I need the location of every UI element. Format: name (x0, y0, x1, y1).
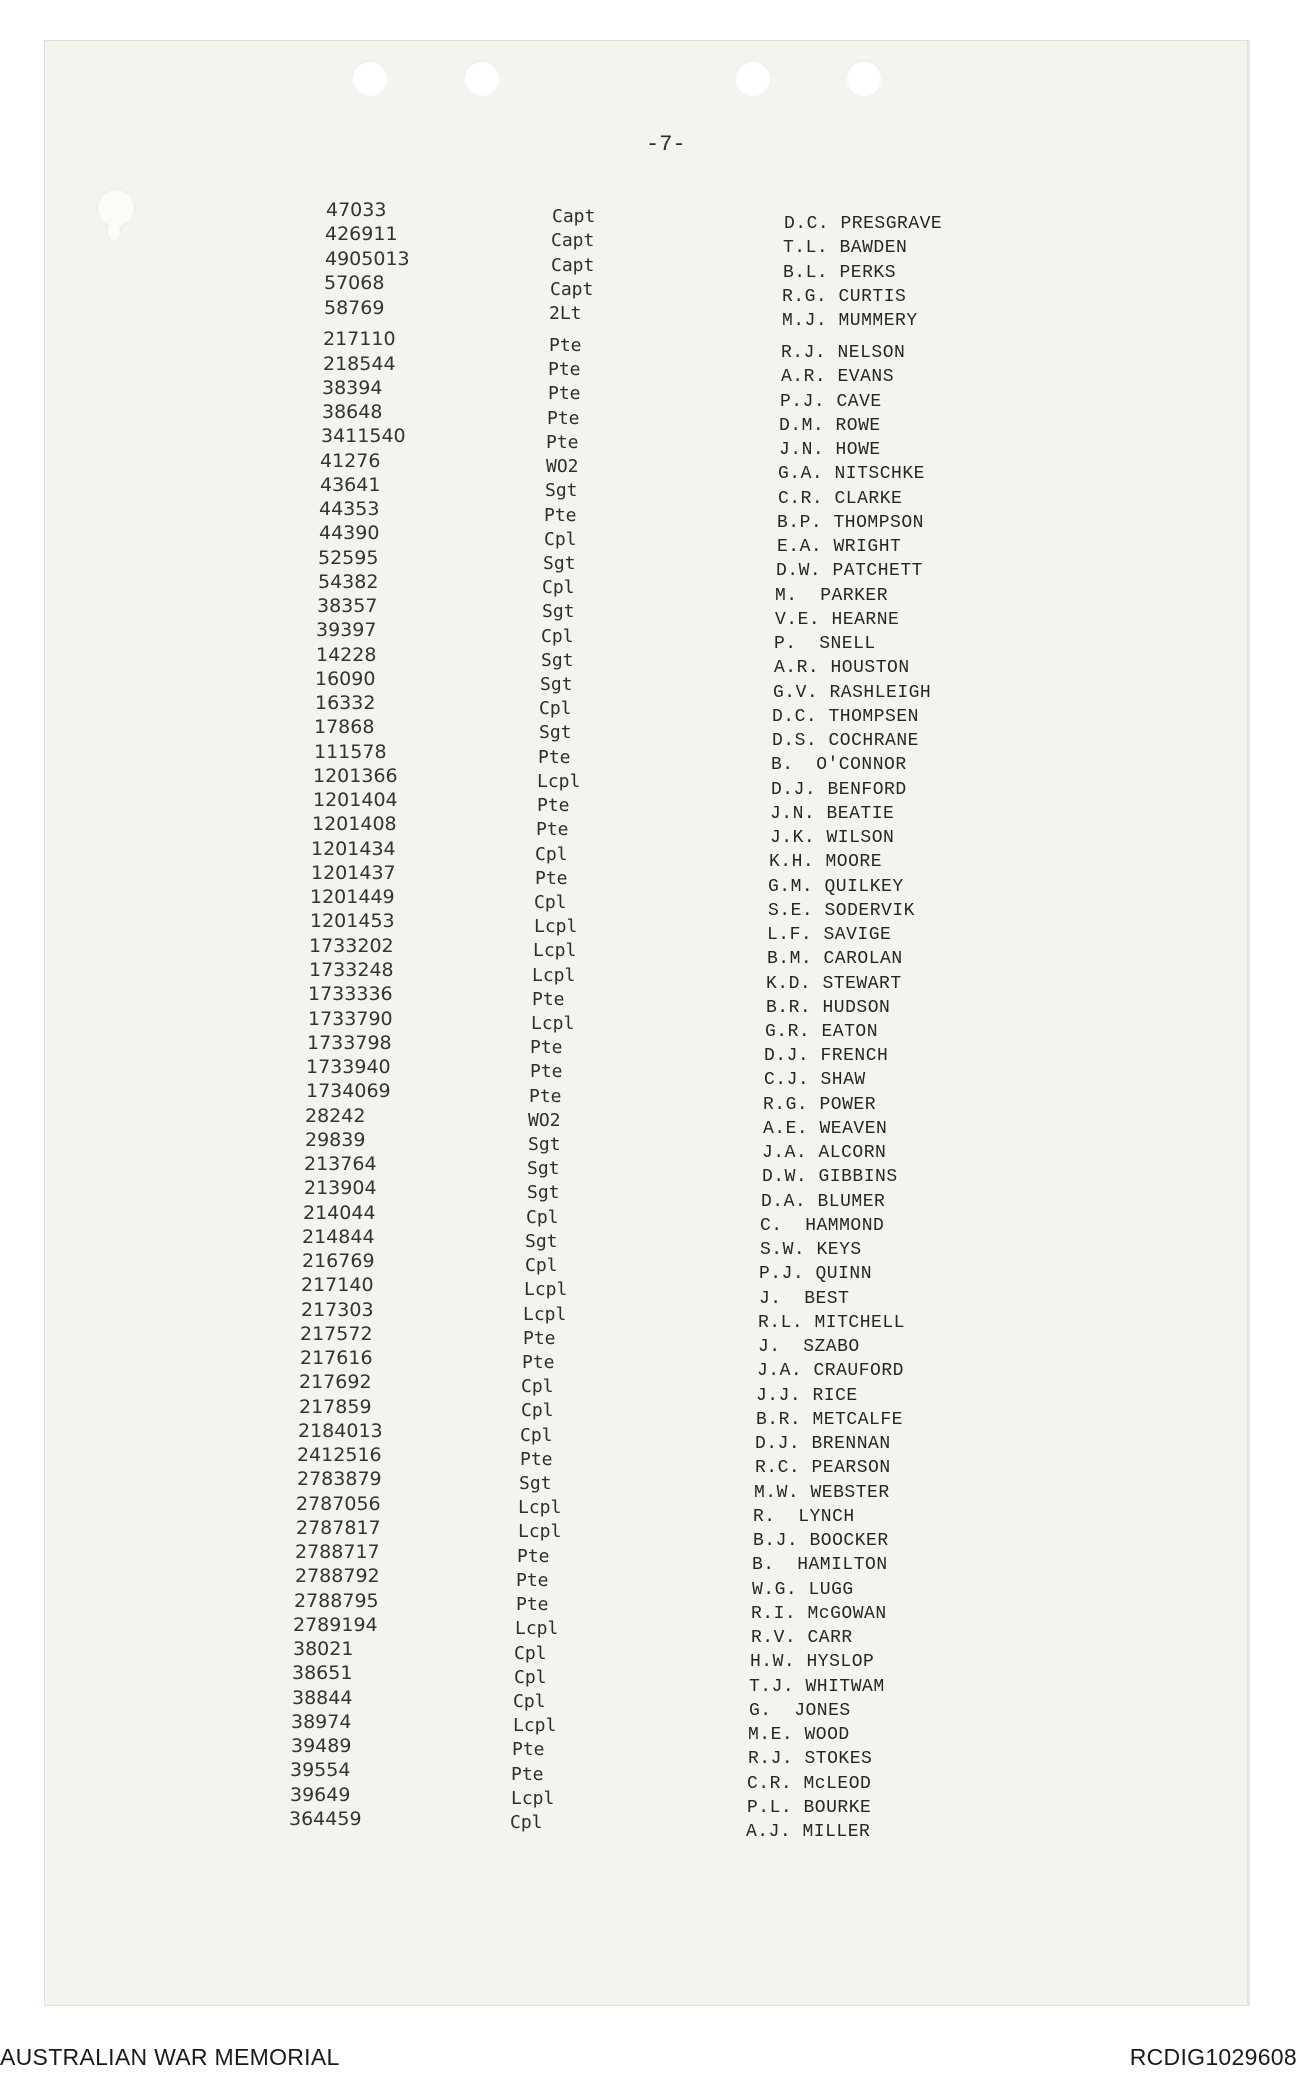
personnel-name: M.W. WEBSTER (754, 1483, 890, 1503)
personnel-rank: Pte (537, 795, 570, 816)
personnel-rank: Pte (536, 819, 569, 840)
personnel-number: 38357 (317, 595, 378, 617)
personnel-rank: Pte (511, 1764, 544, 1785)
personnel-number: 43641 (320, 474, 381, 496)
personnel-rank: WO2 (528, 1110, 561, 1131)
personnel-rank: Lcpl (534, 916, 578, 937)
personnel-name: V.E. HEARNE (775, 610, 900, 630)
personnel-name: J. SZABO (758, 1337, 860, 1357)
personnel-rank: Lcpl (531, 1013, 575, 1034)
personnel-name: G.A. NITSCHKE (778, 464, 925, 484)
personnel-name: R.J. STOKES (748, 1749, 873, 1769)
personnel-number: 2787817 (296, 1517, 381, 1539)
personnel-rank: Pte (546, 432, 579, 453)
personnel-rank: Capt (551, 255, 595, 276)
personnel-rank: Pte (548, 359, 581, 380)
personnel-rank: Cpl (534, 892, 567, 913)
personnel-number: 213904 (304, 1177, 377, 1199)
personnel-rank: WO2 (546, 456, 579, 477)
personnel-name: J.J. RICE (756, 1386, 858, 1406)
personnel-name: D.J. FRENCH (764, 1046, 889, 1066)
personnel-name: R.G. CURTIS (782, 287, 907, 307)
personnel-name: B.R. HUDSON (766, 998, 891, 1018)
personnel-number: 39397 (316, 619, 377, 641)
personnel-rank: Sgt (542, 601, 575, 622)
personnel-number: 16090 (315, 668, 376, 690)
personnel-name: A.R. EVANS (781, 367, 895, 387)
personnel-number: 39649 (290, 1784, 351, 1806)
personnel-rank: Pte (517, 1546, 550, 1567)
personnel-name: L.F. SAVIGE (767, 925, 892, 945)
personnel-name: H.W. HYSLOP (750, 1652, 875, 1672)
personnel-number: 217303 (301, 1299, 374, 1321)
personnel-name: P. SNELL (774, 634, 876, 654)
personnel-number: 218544 (323, 353, 396, 375)
personnel-rank: Cpl (510, 1812, 543, 1833)
personnel-number: 16332 (315, 692, 376, 714)
personnel-number: 1733248 (309, 959, 394, 981)
personnel-number: 3411540 (321, 425, 406, 447)
personnel-rank: Cpl (539, 698, 572, 719)
personnel-number: 217616 (300, 1347, 373, 1369)
personnel-name: P.J. QUINN (759, 1264, 873, 1284)
personnel-name: C.J. SHAW (764, 1070, 866, 1090)
personnel-rank: Pte (530, 1061, 563, 1082)
personnel-rank: Cpl (521, 1400, 554, 1421)
personnel-name: B.R. METCALFE (756, 1410, 903, 1430)
personnel-number: 28242 (305, 1105, 366, 1127)
personnel-name: B.P. THOMPSON (777, 513, 924, 533)
personnel-rank: Cpl (541, 626, 574, 647)
personnel-rank: Pte (529, 1086, 562, 1107)
personnel-number: 14228 (316, 644, 377, 666)
personnel-number: 1733336 (308, 983, 393, 1005)
personnel-rank: Sgt (541, 650, 574, 671)
personnel-number: 1201449 (310, 886, 395, 908)
personnel-name: J. BEST (759, 1289, 850, 1309)
personnel-rank: Lcpl (533, 940, 577, 961)
personnel-rank: Pte (516, 1570, 549, 1591)
personnel-name: J.N. BEATIE (770, 804, 895, 824)
personnel-number: 2788795 (294, 1590, 379, 1612)
personnel-number: 1201408 (312, 813, 397, 835)
personnel-name: D.M. ROWE (779, 416, 881, 436)
personnel-name: S.E. SODERVIK (768, 901, 915, 921)
personnel-number: 1201366 (313, 765, 398, 787)
personnel-number: 213764 (304, 1153, 377, 1175)
personnel-name: B. HAMILTON (752, 1555, 888, 1575)
personnel-number: 1201434 (311, 838, 396, 860)
personnel-number: 1733798 (307, 1032, 392, 1054)
personnel-name: D.J. BRENNAN (755, 1434, 891, 1454)
personnel-rank: Pte (530, 1037, 563, 1058)
personnel-number: 52595 (318, 547, 379, 569)
personnel-number: 217859 (299, 1396, 372, 1418)
personnel-rank: Pte (512, 1739, 545, 1760)
personnel-rank: Pte (535, 868, 568, 889)
personnel-rank: Lcpl (518, 1521, 562, 1542)
personnel-number: 38844 (292, 1687, 353, 1709)
personnel-number: 41276 (320, 450, 381, 472)
personnel-number: 47033 (326, 199, 387, 221)
personnel-number: 217110 (323, 328, 396, 350)
personnel-name: R. LYNCH (753, 1507, 855, 1527)
personnel-number: 57068 (324, 272, 385, 294)
personnel-name: D.W. PATCHETT (776, 561, 923, 581)
personnel-rank: Lcpl (532, 965, 576, 986)
personnel-number: 2789194 (293, 1614, 378, 1636)
personnel-number: 44390 (319, 522, 380, 544)
personnel-name: R.C. PEARSON (755, 1458, 891, 1478)
personnel-name: B.J. BOOCKER (753, 1531, 889, 1551)
personnel-rank: Lcpl (511, 1788, 555, 1809)
personnel-rank: Capt (550, 279, 594, 300)
personnel-rank: Lcpl (537, 771, 581, 792)
personnel-rank: Sgt (525, 1231, 558, 1252)
personnel-name: M.J. MUMMERY (782, 311, 918, 331)
personnel-name: B.M. CAROLAN (767, 949, 903, 969)
personnel-number: 1201453 (310, 910, 395, 932)
personnel-name: D.C. THOMPSEN (772, 707, 919, 727)
personnel-rank: Cpl (535, 844, 568, 865)
personnel-rank: Pte (549, 335, 582, 356)
personnel-rank: Sgt (545, 480, 578, 501)
personnel-number: 54382 (318, 571, 379, 593)
personnel-rank: Sgt (539, 722, 572, 743)
personnel-name: S.W. KEYS (760, 1240, 862, 1260)
personnel-number: 58769 (324, 297, 385, 319)
personnel-number: 4905013 (325, 248, 410, 270)
personnel-number: 38021 (293, 1638, 354, 1660)
personnel-number: 2783879 (297, 1468, 382, 1490)
personnel-number: 2788792 (295, 1565, 380, 1587)
personnel-number: 39554 (290, 1759, 351, 1781)
personnel-name: W.G. LUGG (752, 1580, 854, 1600)
personnel-rank: Pte (538, 747, 571, 768)
personnel-number: 1733940 (306, 1056, 391, 1078)
personnel-number: 2184013 (298, 1420, 383, 1442)
personnel-number: 217140 (301, 1274, 374, 1296)
personnel-rank: Cpl (514, 1667, 547, 1688)
personnel-rank: Cpl (513, 1691, 546, 1712)
personnel-number: 1734069 (306, 1080, 391, 1102)
personnel-name: R.V. CARR (751, 1628, 853, 1648)
personnel-name: R.G. POWER (763, 1095, 877, 1115)
personnel-rank: Pte (532, 989, 565, 1010)
personnel-number: 38394 (322, 377, 383, 399)
personnel-rank: Lcpl (524, 1279, 568, 1300)
personnel-name: R.J. NELSON (781, 343, 906, 363)
personnel-number: 44353 (319, 498, 380, 520)
personnel-number: 364459 (289, 1808, 362, 1830)
personnel-number: 216769 (302, 1250, 375, 1272)
personnel-name: T.J. WHITWAM (749, 1677, 885, 1697)
personnel-name: B. O'CONNOR (771, 755, 907, 775)
personnel-number: 38651 (292, 1662, 353, 1684)
personnel-number: 1201404 (313, 789, 398, 811)
personnel-name: C.R. CLARKE (778, 489, 903, 509)
personnel-name: G.V. RASHLEIGH (773, 683, 932, 703)
personnel-number: 111578 (314, 741, 387, 763)
personnel-name: G.R. EATON (765, 1022, 879, 1042)
personnel-rank: Lcpl (513, 1715, 557, 1736)
personnel-name: A.J. MILLER (746, 1822, 871, 1842)
personnel-name: K.D. STEWART (766, 974, 902, 994)
personnel-number: 2788717 (295, 1541, 380, 1563)
personnel-rank: Sgt (540, 674, 573, 695)
personnel-rank: Sgt (519, 1473, 552, 1494)
personnel-name: C.R. McLEOD (747, 1774, 872, 1794)
personnel-rank: Cpl (526, 1207, 559, 1228)
personnel-rank: Cpl (520, 1425, 553, 1446)
personnel-rank: Sgt (527, 1158, 560, 1179)
personnel-rank: Lcpl (523, 1304, 567, 1325)
personnel-name: A.R. HOUSTON (774, 658, 910, 678)
personnel-name: D.A. BLUMER (761, 1192, 886, 1212)
personnel-rank: Capt (551, 230, 595, 251)
personnel-name: T.L. BAWDEN (783, 238, 908, 258)
personnel-number: 29839 (305, 1129, 366, 1151)
personnel-rank: Lcpl (518, 1497, 562, 1518)
personnel-rank: Cpl (514, 1643, 547, 1664)
personnel-rank: Pte (516, 1594, 549, 1615)
personnel-name: J.N. HOWE (779, 440, 881, 460)
personnel-rank: Capt (552, 206, 596, 227)
footer-institution: AUSTRALIAN WAR MEMORIAL (0, 2044, 340, 2070)
personnel-number: 214844 (302, 1226, 375, 1248)
personnel-rank: Pte (547, 408, 580, 429)
personnel-name: E.A. WRIGHT (777, 537, 902, 557)
personnel-name: K.H. MOORE (769, 852, 883, 872)
personnel-name: B.L. PERKS (783, 263, 897, 283)
personnel-rank: Cpl (544, 529, 577, 550)
personnel-name: J.A. ALCORN (762, 1143, 887, 1163)
personnel-number: 217572 (300, 1323, 373, 1345)
personnel-number: 2787056 (296, 1493, 381, 1515)
personnel-rank: Pte (544, 505, 577, 526)
personnel-name: M. PARKER (775, 586, 889, 606)
personnel-name: R.L. MITCHELL (758, 1313, 905, 1333)
personnel-number: 1733202 (309, 935, 394, 957)
personnel-rank: Sgt (543, 553, 576, 574)
personnel-rank: Pte (523, 1328, 556, 1349)
personnel-name: D.C. PRESGRAVE (784, 214, 943, 234)
personnel-number: 39489 (291, 1735, 352, 1757)
personnel-name: C. HAMMOND (760, 1216, 885, 1236)
footer-record-id: RCDIG1029608 (1129, 2044, 1297, 2070)
personnel-number: 38648 (322, 401, 383, 423)
personnel-name: P.L. BOURKE (747, 1798, 872, 1818)
personnel-number: 217692 (299, 1371, 372, 1393)
page-number: -7- (646, 132, 686, 157)
personnel-name: A.E. WEAVEN (763, 1119, 888, 1139)
personnel-name: J.K. WILSON (770, 828, 895, 848)
personnel-rank: Sgt (527, 1182, 560, 1203)
personnel-name: P.J. CAVE (780, 392, 882, 412)
personnel-name: G.M. QUILKEY (768, 877, 904, 897)
personnel-rank: Pte (520, 1449, 553, 1470)
personnel-number: 2412516 (297, 1444, 382, 1466)
personnel-number: 426911 (325, 223, 398, 245)
personnel-number: 38974 (291, 1711, 352, 1733)
personnel-name: D.S. COCHRANE (772, 731, 919, 751)
personnel-name: R.I. McGOWAN (751, 1604, 887, 1624)
personnel-name: M.E. WOOD (748, 1725, 850, 1745)
personnel-rank: 2Lt (549, 303, 582, 324)
personnel-rank: Lcpl (515, 1618, 559, 1639)
personnel-rank: Cpl (521, 1376, 554, 1397)
personnel-name: J.A. CRAUFORD (757, 1361, 904, 1381)
personnel-name: D.J. BENFORD (771, 780, 907, 800)
personnel-rank: Sgt (528, 1134, 561, 1155)
personnel-number: 214044 (303, 1202, 376, 1224)
personnel-number: 1201437 (311, 862, 396, 884)
personnel-number: 1733790 (308, 1008, 393, 1030)
personnel-rank: Pte (522, 1352, 555, 1373)
personnel-rank: Cpl (525, 1255, 558, 1276)
personnel-rank: Cpl (542, 577, 575, 598)
personnel-name: D.W. GIBBINS (762, 1167, 898, 1187)
personnel-name: G. JONES (749, 1701, 851, 1721)
personnel-rank: Pte (548, 383, 581, 404)
personnel-number: 17868 (314, 716, 375, 738)
